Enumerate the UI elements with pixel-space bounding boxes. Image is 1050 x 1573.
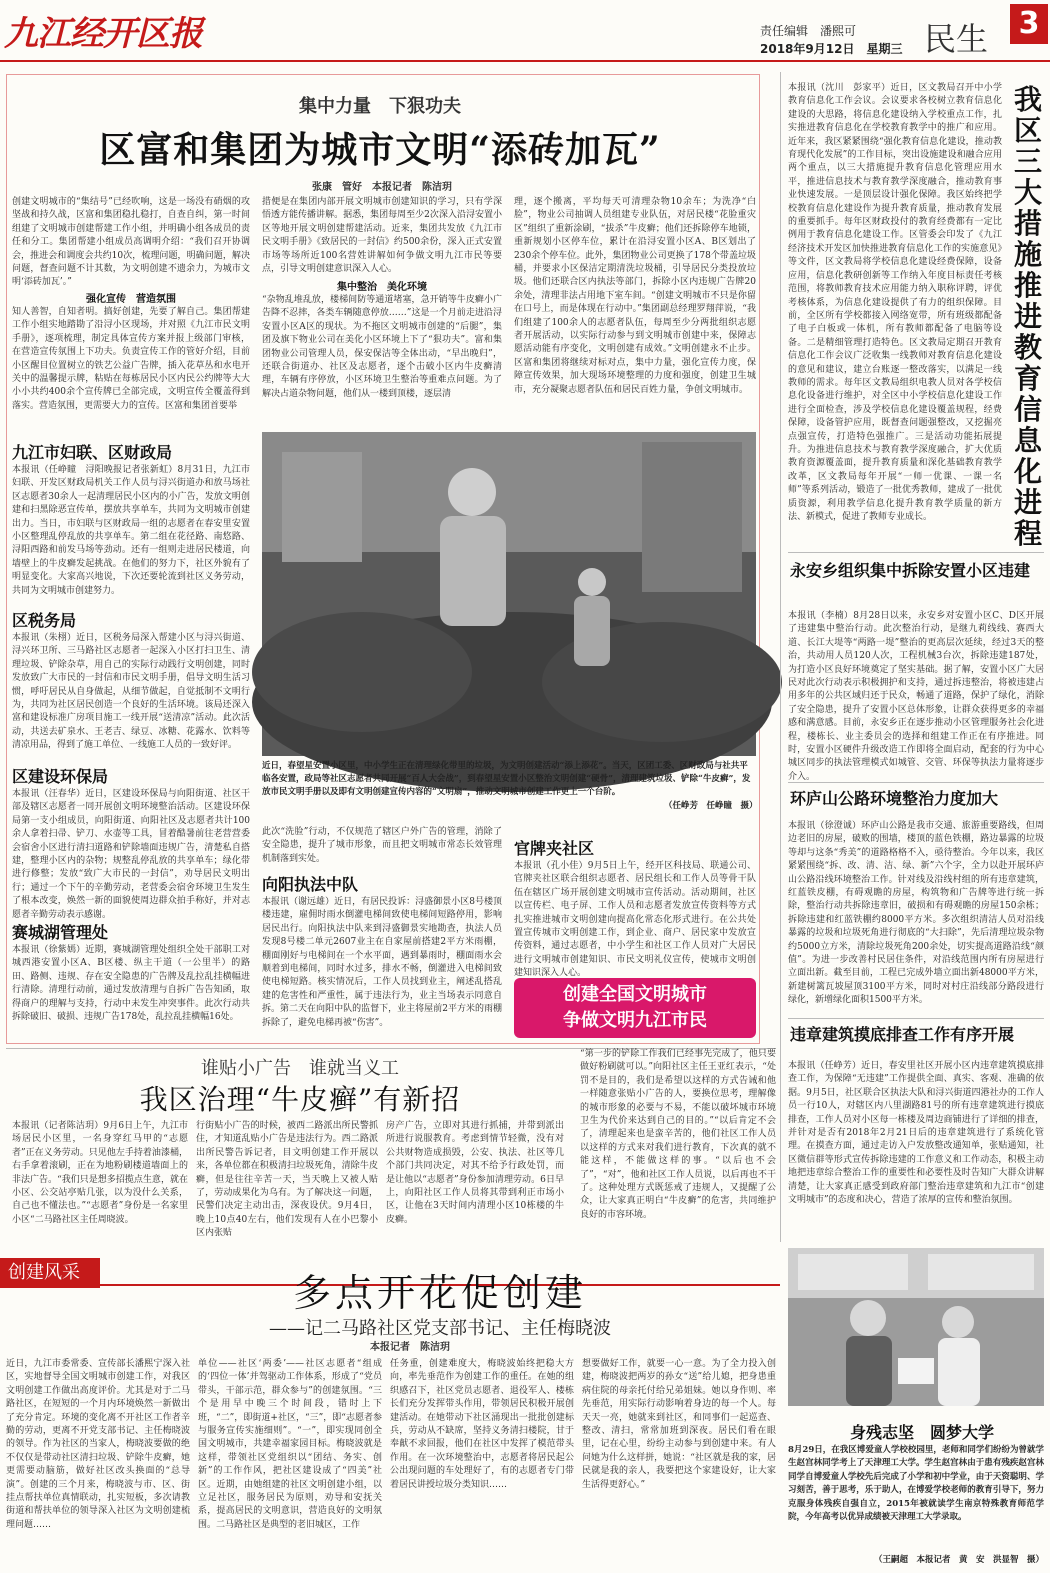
editor-credit: 责任编辑 潘熙可 [760, 24, 857, 38]
feature-section-band: 创建风采 [0, 1258, 100, 1288]
lead-sub-heading-2: 集中整治 美化环境 [337, 282, 427, 293]
ad-story-title: 我区治理“牛皮癣”有新招 [139, 1083, 461, 1116]
brief-heading-construction: 区建设环保局 [12, 767, 109, 786]
brief-guanpaijia: 本报讯（孔小佳）9月5日上午，经开区科技局、联通公司、官牌夹社区联合组织志愿者、居民组长和工作人员等骨干队伍在辖区广场开展创建文明城市宣传活动。活动期间，社区以宣传栏、电子屏、工作人员和志愿者发放宣传资料等方式扎实推进城市文明创建向提高化常态化形式进行。在公共处置宣传城市文明创建工作，到企业、商户、居民家中发放宣传资料，通过志愿者，中小学生和社区工作人员对广大居民进行文明城市创建知识、市民文明礼仪宣传，使城市文明创建知识深入人心。 [514, 861, 756, 979]
ad-story-col4: “第一步的铲除工作我们已经事先完成了，他只要做好粉刷就可以。”向阳社区主任王亚红表示，“处罚不是目的，我们是希望以这样的方式告诫和他一样随意张贴小广告的人，要换位思考，理解像的城市形象的必要与不易，不能以破坏城市环境卫生为代价来达到自己的目的。”“以后肯定不会了，清理起来也是蛮辛苦的，他们社区工作人员以这样的方式来对我们进行教育，下次真的就不能这样，不能做这样的事。“以后也不会了”，“对”，他和社区工作人员说，以后再也不干了。这种处理方式既惩戒了违规人，又提醒了公众，让大家真正明白“牛皮癣”的危害，共同维护良好的市容环境。 [580, 1049, 776, 1220]
brief-construction-cont: 此次“洗脸”行动，不仅规范了辖区户外广告的管理，消除了安全隐患，提升了城市形象，而且把文明城市常态长效管理机制落到实处。 [262, 827, 502, 864]
brief-women-federation: 本报讯（任峥瞳 浔阳晚报记者张新虹）8月31日，九江市妇联、开发区财政局机关工作人员与浔兴街道办和放马场社区志愿者30余人一起清理居民小区内的小广告，发放文明创建和扫黑除恶宣传单，摆放共享单车，共同为文明城市创建出力。当日，市妇联与区财政局一组的志愿者在春安里安置小区整理乱停乱放的共享单车。第二组在花径路、南悠路、浔阳西路和前发马场等劲动。还有一组则走进居民楼道，向墙壁上的牛皮癣发起挑战。在他们的努力下，社区外貌有了明显变化。大家高兴地说，下次还要轮流到社区义务劳动，共同为文明城市创建努力。 [12, 465, 250, 596]
lead-title: 区富和集团为城市文明“添砖加瓦” [99, 129, 661, 171]
lead-byline: 张康 管好 本报记者 陈洁玥 [312, 182, 452, 193]
yongan-article: 本报讯（李楠）8月28日以来，永安乡对安置小区C、D区开展了违建集中整治行动。此次整治行动，是继九莉线线、赛西大道、长江大堤等“两路一堤”整治的更高层次延续，经过3天的整治，共动用人员120人次，工程机械3台次，拆除违建187处，为打造小区良好环境奠定了坚实基础。据了解，安置小区广大居民对此次行动表示积极拥护和支持，通过拆违整治，将被违建占用多年的公共区域归还于民众，畅通了道路，保护了绿化，消除了安全隐患，提升了安置小区总体形象，让群众获得更多的幸福感和满意感。目前，永安乡正在逐步推动小区管理服务社会化进程，楼栋长、业主委员会的选择和组建工作正在有序推进。同时，安置小区硬件升级改造工作即将全面启动，配套的行为中心城区同步的执法管理模式如城管、交管、环保等执法力量将逐步介入。 [788, 611, 1044, 782]
page-number: 3 [1010, 4, 1048, 44]
lead-photo [262, 432, 756, 756]
graduate-photo-illustration [788, 1248, 1044, 1406]
education-vertical-title: 我区三大措施推进教育信息化进程 [1013, 83, 1042, 550]
ad-story-col1: 本报讯（记者陈洁玥）9月6日上午，九江市场居民小区里，一名身穿红马甲的“志愿者”正在义务劳动。只见他左手持着油漆桶，右手拿着滚刷，正在为地粉刷楼道墙面上的非法广告。“我们只是想多招揽点生意，就在小区、公交站亭贴几张，以为没什么关系，自己也不懂法也。”“志愿者”身份是一名家里小区“二马路社区主任周晓波。 [12, 1121, 188, 1225]
brief-tax-bureau: 本报讯（朱栩）近日，区税务局深入帮建小区与浔兴街道、浔兴环卫所、三马路社区志愿者一起深入小区打扫卫生、清理垃圾、铲除杂草，用自己的实际行动践行文明创建，同时发放致广大市民的一封信和市民文明手册，倡导文明生活习惯，呼吁居民从自身做起，从细节做起，自觉抵制不文明行为，共同为社区居民创造一个良好的生活环境。该局还深入富和建设标准广房项目施工一线开展“送清凉”活动。此次活动，共送去矿泉水、王老吉、绿豆、冰糖、花露水、饮料等清凉用品，得到了施工单位、一线施工人员的一致好评。 [12, 633, 250, 751]
illegal-building-heading: 违章建筑摸底排查工作有序开展 [790, 1025, 1015, 1044]
graduate-photo-credit: （王嗣超 本报记者 黄 安 洪显智 摄） [873, 1555, 1044, 1565]
section-name: 民生 [924, 20, 989, 58]
lead-col1: 创建文明城市的“集结号”已经吹响，这是一场没有硝烟的攻坚战和持久战，区富和集团稳扎稳打，自查自纠，第一时间组建了文明城市创建帮建工作小组，并明确小组各成员的责任和分工。集团帮建小组成员高调明介绍：“我们召开协调会，推进会和调度会共约10次，梳理问题，明确问题，解决问题，督查问题不计其数，为文明创建不遗余力，为城市文明‘添砖加瓦’。” [12, 197, 250, 288]
feature-byline: 本报记者 陈洁玥 [370, 1342, 450, 1353]
brief-heading-women-federation: 九江市妇联、区财政局 [12, 443, 173, 462]
divider [788, 782, 1044, 783]
ad-story-kicker: 谁贴小广告 谁就当义工 [201, 1058, 399, 1079]
masthead-logo: 九江经开区报 [4, 14, 202, 54]
graduate-caption: 8月29日，在我区博爱童人学校校园里，老师和同学们纷纷为曾就学生赵宫林同学考上了天津理工大学。学生赵宫林由于患有残疾赵宫林同学自博爱童人学校先后完成了小学和初中学业，由于天资聪明、学习刻苦，善于思考，乐于助人，在博爱学校老师的教育引导下，努力克服身体残疾自强自立，2015年被就读学生南京特殊教育师范学院，今年高考以优异成绩被天津理工大学录取。 [788, 1445, 1044, 1523]
education-article: 本报讯（沈川 彭家平）近日，区文教局召开中小学教育信息化工作会议。会议要求各校树立教育信息化建设的大思路，将信息化建设纳入学校重点工作，扎实推进教育信息化在学校教育教学中的推广和应用。近年来，我区紧紧围绕“强化教育信息化建设，推动教育现代化发展”的工作目标，突出设施建设和融合应用两个重点，以三大措施提升教育信息化管理应用水平，推进信息技术与教育教学深度融合，推动教育事业快速发展。一是顶层设计强化保障。我区始终把学校教育信息化建设作为提升教育质量，推动教育发展的重要抓手。每年区财政投付的教育经费都有一定比例用于教育信息化建设工作。区管委会印发了《九江经济技术开发区加快推进教育信息化工作的实施意见》等文件，区文教局将学校信息化建设经费保障，设备应用，信息化教研创新等工作纳入年度目标责任考核范围，将教师教育技术应用能力纳入职称评聘，评优考核体系，为信息化建设提供了有力的组织保障。目前，全区所有学校都接入网络宽带，所有班级都配备了电子白板或一体机，所有教师都配备了电脑等设备。二是精细管理打造特色。区文教局定期召开教育信息化工作会议广泛收集一线教师对教育信息化建设的意见和建议，建立台账逐一整改落实，以满足一线教师的需求。每年区文教局组织电教人员对各学校信息化设备进行维护，对全区中小学校信息化建设工作进行全面检查，涉及学校信息化建设覆盖规程，经费保障，设备管护应用，既督查问题强整改，又挖掘亮点强宣传，打造特色强推广。三是活动功能拓展提升。为推进信息技术与教育教学深度融合，扩大优质教育资源覆盖面，提升教育质量和深化基础教育教学改革，区文教局每年开展“一师一优课、一课一名师”等系列活动，锻造了一批优秀教师，建成了一批优质资源，利用教学信息化提升教育教学质量的新方法、新模式，促进了教师专业成长。 [788, 83, 1002, 522]
feature-subtitle: ——记二马路社区党支部书记、主任梅晓波 [269, 1318, 611, 1339]
brief-xiangyang: 本报讯（谢远雄）近日，有居民投诉：浔盛御景小区8号楼顶楼违建，雇佣时雨水倒灌电梯间致使电梯间短路停用，影响居民出行。向阳执法中队来到浔盛御景实地勘查，执法人员发现8号楼二单元2607业主在自家屋前搭建2平方米雨棚，棚面刚好与电梯间在一个水平面，遇到暴雨时，棚面雨水会顺着到电梯间，同时水过多，排水不畅，倒灌进入电梯间致使电梯短路。核实情况后，工作人员找到业主，阐述乱搭乱建的危害性和严重性，属于违法行为，业主当场表示同意自拆。第二天在向阳中队的监督下，业主将屋前2平方米的雨棚拆除了，避免电梯再被“伤害”。 [262, 897, 502, 1028]
feature-col1: 近日，九江市委常委、宣传部长潘熙宁深入社区，实地督导全国文明城市创建工作，对我区文明创建工作做出高度评价。尤其是对于二马路社区，在短短的一个月内环境焕然一新做出了充分肯定。环境的变化离不开社区工作者辛勤的劳动，更离不开党支部书记、主任梅晓波的领导。作为社区的当家人，梅晓波要做的绝不仅仅是带动社区清扫垃圾、铲除牛皮癣，她更需要动脑筋，做好社区改头换面的“总导演”。创建的三个月来，梅晓波与市、区、街挂点帮扶单位真情联动，扎实短板，多次请教街道和帮扶单位的领导深入社区为文明创建梳理问题…… [6, 1359, 190, 1530]
lead-kicker: 集中力量 下狠功夫 [299, 96, 461, 117]
lushan-road-heading: 环庐山公路环境整治力度加大 [790, 789, 999, 808]
brief-heading-xiangyang: 向阳执法中队 [262, 875, 359, 894]
lead-col2: 措便是在集团内部开展文明城市创建知识的学习，只有学深悟透方能传播讲解。据悉，集团每周至少2次深入沿浔安置小区等地开展文明创建帮建活动。近来，集团共发放《九江市民文明手册》《致居民的一封信》约500余份，深入正式安置市场等场所近100名营姓讲解如何争做文明九江市民等要点，引导文明创建意识深入人心。 [262, 197, 502, 275]
lushan-road-article: 本报讯（徐澄诚）环庐山公路是我市交通、旅游重要路线，但周边老旧的房屋，破败的围墙，楼顶的蓝色铁棚，路边暴露的垃圾等却与这条“秀美”的道路格格不入，亟待整治。今年以来，我区紧紧围绕“拆、改、清、洁、绿、新”六个字，全力以赴开展环庐山公路沿线环境整治工作。针对线及沿线村组的所有违章建筑，红蓝铁皮棚，有碍观瞻的房屋，构筑物和广告牌等进行统一拆除，整治行动共拆除违章旧，破损和有碍观瞻的房屋150余栋；拆除违建和红蓝铁棚约8000平方米。多次组织清洁人员对沿线暴露的垃圾和垃圾死角进行彻底的“大扫除”，先后清理垃圾杂物约5000立方米，清除垃圾死角200余处，切实提高道路沿线“颜值”。为进一步改善村民居住条件，对沿线范围内所有房屋进行立面出新。截至目前，工程已完成外墙立面出新48000平方米，新建树篱瓦坡屋顶3100平方米，同时对村庄沿线部分路段进行绿化，新增绿化面积1500平方米。 [788, 821, 1044, 1006]
feature-col2: 单位——社区‘两委’——社区志愿者“组成的‘四位一体’并驾驱动工作体系，形成了“党员带头，干部示范，群众参与”的创建氛围。“三个是用早中晚三个时间段，错时上下班，“二”，即街道+社区，“三”，即“志愿者参与服务宣传实施细则”。“一”，即实现同创全国文明城市，共建幸福家园目标。梅晓波就是这样，带领社区党组织以“团结、务实、创新”的工作作风，把社区建设成了“四美”社区。近期，由她组建的社区文明创建小组，以立足社区，服务居民为原则，劝导和安抚关系，提高居民的文明意识，营造良好的文明氛围。二马路社区是典型的老旧城区，工作 [198, 1359, 382, 1530]
brief-saichenghu: 本报讯（徐紫嫣）近期，赛城湖管理处组织全处干部职工对城西港安置小区A、B区楼、纵主干道（一公里半）的路田、路侧、违规、存在安全隐患的广告牌及乱拉乱挂横幅进行清除。清理行动前，通过发放清理与自拆广告告知函，取得商户的理解与支持，行动中未发生冲突事件。此次行动共拆除破旧、破损、违规广告178处，乱拉乱挂横幅16处。 [12, 945, 250, 1023]
brief-heading-saichenghu: 赛城湖管理处 [12, 923, 109, 942]
brief-construction: 本报讯（汪春华）近日，区建设环保局与向阳街道、社区干部及辖区志愿者一同开展创文明环境整治活动。区建设环保局第一支小组成员，向阳街道、向阳社区及志愿者共计100余人拿着扫帚、铲刀、水壶等工具，冒着酷暑前往老营营委会宿舍小区进行清扫道路和铲除墙面违规广告，清楚私自搭建，整理小区内的杂物；规整乱停乱放的共享单车；绿化带进行修整；发放“致广大市民的一封信”，劝导居民文明出行；通过一个下午的辛勤劳动，老营委会宿舍环境卫生发生了根本改变，焕然一新的面貌使周边群众拍手称好，并对志愿者辛勤劳动表示感谢。 [12, 789, 250, 920]
volunteers-photo-illustration [262, 432, 756, 756]
feature-col3: 任务重，创建难度大，梅晓波始终把稳大方向，率先垂范作为创建工作的重任。在她的组织感召下，社区党员志愿者、退役军人、楼栋长们充分发挥带头作用，带领居民积极开展创建活动。在她带动下社区涌现出一批批创建标兵，劳动从不缺席，坚持义务清扫楼院，甘于奉献不求回报，他们在社区中发挥了模范带头作用。在一次环境整治中，志愿者将居民起公公出现问题的车处理好了，有的志愿者专门带着居民讲授垃圾分类知识…… [390, 1359, 574, 1490]
photo-credit: （任峥芳 任峥瞳 摄） [664, 801, 758, 811]
graduate-heading: 身残志坚 圆梦大学 [849, 1423, 994, 1442]
lead-col2b: “杂物乱堆乱放，楼梯间防等通道堵塞，急开销等牛皮癣小广告降不忍摔，各类车辆随意停放……”这是一个月前走进沿浔安置小区A区的现状。为不拖区文明城市创建的“后腿”，集团及旗下物业公司在美化小区环境上下了“狠功夫”。富和集团物业公司管理人员，保安保洁等全体出动，“早出晚归”，还联合街道办、社区及志愿者，逐个击破小区内牛皮癣清理，车辆有序停放，小区环境卫生整治等重难点问题。为了解决占道杂物问题，他们从一楼到顶楼，逐层清 [262, 295, 502, 399]
ad-story-col3: 房产广告，立即对其进行抓捕，并带到派出所进行说服教育。考虑到情节轻微，没有对公共财物造成损毁，公安、执法、社区等几个部门共同决定，对其不给予行政处罚，而是让他以“志愿者”身份参加清理劳动。6日早上，向阳社区工作人员将其带到利正市场小区，让他在3天时间内清理小区10栋楼的牛皮癣。 [386, 1121, 564, 1225]
yongan-heading: 永安乡组织集中拆除安置小区违建 [790, 561, 1031, 580]
brief-heading-guanpaijia: 官牌夹社区 [514, 839, 595, 858]
feature-col4: 想要做好工作，就要一心一意。为了全力投入创建，梅晓波把两岁的孙女“送”给儿媳，把身患重病住院的母亲托付给兄弟姐妹。她以身作则、率先垂范，用实际行动影响着身边的每一个人。每天天一亮，她就来到社区，和同事们一起巡查、整改、清扫，常常加班到深夜。居民们看在眼里，记在心里，纷纷主动参与到创建中来。有人问她为什么这样拼，她说：“社区就是我的家，居民就是我的亲人，我要把这个家建设好，让大家生活得更舒心。” [582, 1359, 776, 1490]
civilization-slogan-banner [514, 978, 756, 1038]
feature-title: 多点开花促创建 [292, 1271, 587, 1315]
illegal-building-article: 本报讯（任峥芳）近日，春安里社区开展小区内违章建筑摸底排查工作，为保障“无违建”工作提供全面、真实、客观、准确的依据。9月5日，社区联合区执法大队和浔兴街道四港社办的工作人员一行10人，对辖区内八里湖路81号的所有违章建筑进行摸底排查，工作人员对小区每一栋楼及周边商铺进行了详细的排查，并针对是否有2018年2月21日后的违章建筑进行了系统化管理。在摸查方面，通过走访入户发放整改通知单，张贴通知，社区微信群等形式宣传拆除违建的工作意义和工作动态，积极主动地把违章综合整治工作的重要性和必要性及时告知广大群众讲解清楚，让大家真正感受到政府部门整治违章建筑和九江市“创建文明城市”的态度和决心，营造了浓厚的宣传和整治氛围。 [788, 1061, 1044, 1206]
column-divider [780, 72, 781, 1242]
graduate-photo [788, 1248, 1044, 1406]
slogan-line-2: 争做文明九江市民 [563, 1010, 707, 1031]
slogan-line-1: 创建全国文明城市 [563, 984, 707, 1005]
divider [788, 1018, 1044, 1019]
issue-date: 2018年9月12日 星期三 [760, 42, 903, 56]
ad-story-col2: 行街贴小广告的时候，被西二路派出所民警抓住，才知道乱贴小广告是违法行为。西二路派出所民警告诉记者，目文明创建工作开展以来，各单位都在积极清扫垃圾死角，清除牛皮癣，但是往往辛苦一天，当天晚上又被人贴了，劳动成果化为乌有。为了解决这一问题，民警们决定主动出击，深夜设伏。9月4日，晚上10点40左右，他们发现有人在小巴黎小区内张贴 [196, 1121, 378, 1239]
photo-caption: 近日，春望星安置小区里，中小学生正在清理绿化带里的垃圾，为文明创建活动“添上添花”。当天，区团工委、区财政局与社共平临各安置，政局等社区志愿者共同开展“百人大会战”，到春望星安置小区整治文明创建“硬骨”，清理建筑垃圾、铲除“牛皮癣”，发放市民文明手册以及即有文明创建宣传内容的“文明扇”，推动文明城市创建工作更上一个台阶。 [262, 761, 751, 797]
divider [788, 552, 1044, 553]
lead-col1b: 知人善智，自知者明。搞好创建，先要了解自己。集团帮建工作小组实地踏勘了沿浔小区现场，并对照《九江市民文明手册》，逐项梳理，制定具体宣传方案并报上级部门审核，在营造宣传氛围上下功夫。负责宣传工作的管好介绍，目前小区醒目位置树立的铁艺公益广告牌，插入花草丛和水电开关中的温馨提示牌，粘贴在每栋居民小区内民公约牌等大大小小共约400余个宣传牌已全部完成，文明宣传全覆盖得到落实。营造氛围，更需要大力的宣传。区富和集团首要举 [12, 307, 250, 411]
lead-sub-heading-1: 强化宣传 营造氛围 [86, 294, 176, 305]
lead-col3: 理，逐个搬离，平均每天可清理杂物10余车；为洗净“白脸”，物业公司抽调人员组建专业队伍，对居民楼“花脸重灾区”组织了重新涂刷，“拔杀”牛皮癣；他们还拆除停车地锁，重新规划小区停车位，累计在沿浔安置小区A、B区划出了230余个停车位。此外，集团物业公司更换了178个带盖垃圾桶，并要求小区保洁定期清洗垃圾桶，引导居民分类投放垃圾。他们还联合区内执法等部门，拆除小区内违规广告牌20余处，清理非法占用地下室车间。“创建文明城市不只是你留在口号上，而是体现在行动中。”集团副总经理罗翔萍说，“我们组建了100余人的志愿者队伍，每周至少分两批组织志愿者开展活动，以实际行动参与到文明城市创建中来，保障志愿活动能有序变化，文明创建有成效。”文明创建永不止步。区富和集团将继续对标对点，集中力量，强化宣传力度，保障宣传效果，加大现场环境整理的力度和强度，创建卫生城市，充分凝聚志愿者队伍和居民百姓力量，争创文明城市。 [514, 197, 756, 395]
brief-heading-tax-bureau: 区税务局 [12, 611, 77, 630]
